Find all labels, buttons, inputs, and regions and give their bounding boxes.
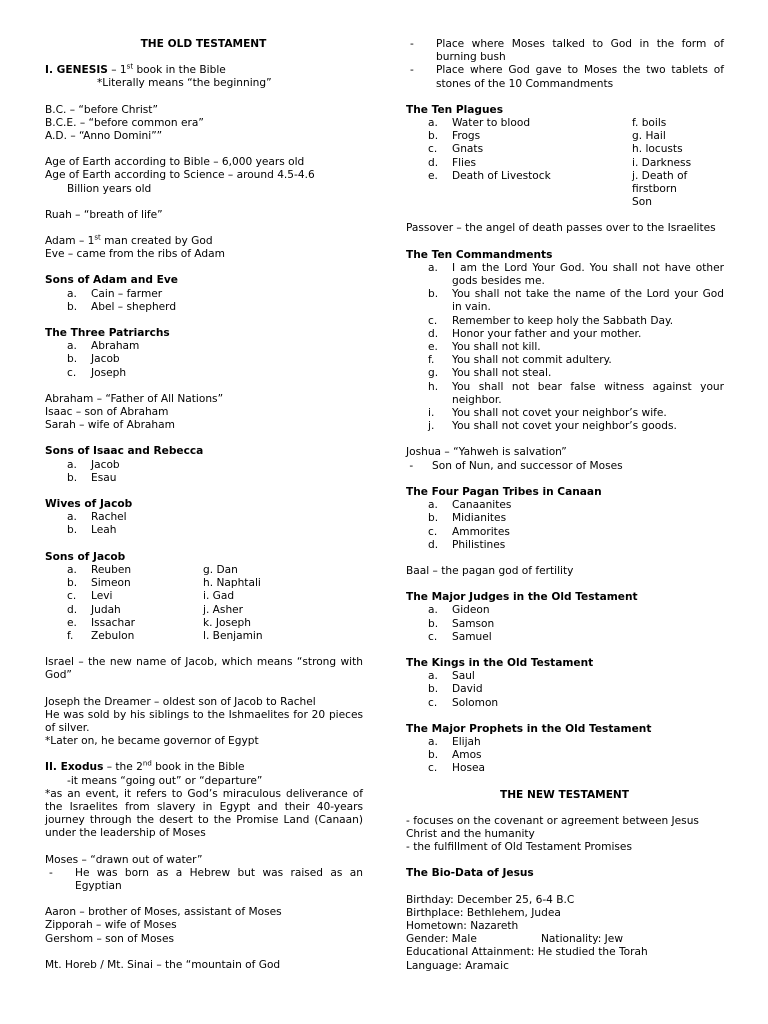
nt-fulfill-line: - the fulfillment of Old Testament Promises — [406, 841, 632, 854]
list-item — [406, 117, 724, 130]
exodus-means: -it means “going out” or “departure” — [67, 774, 263, 787]
list-item — [406, 526, 724, 539]
list-marker: f. — [67, 629, 74, 642]
list-item-right: g. Dan — [203, 563, 238, 576]
list-item-text: You shall not steal. — [452, 367, 552, 380]
exodus-line — [45, 761, 363, 774]
exodus-event: *as an event, it refers to God’s miraculous deliverance of the Israelites from slavery in Egypt and their 40-years journey through the desert to the Promise Land (Canaan) under the leadership of Moses — [45, 787, 363, 840]
bio-education: Educational Attainment: He studied the Torah — [406, 946, 648, 959]
list-item — [406, 262, 724, 288]
list-item — [406, 288, 724, 314]
list-marker: g. — [428, 367, 439, 380]
age-bible: Age of Earth according to Bible – 6,000 years old — [45, 156, 305, 169]
list-marker: b. — [67, 577, 78, 590]
list-item-right: k. Joseph — [203, 616, 251, 629]
list-marker: c. — [67, 590, 77, 603]
list-marker: c. — [428, 762, 438, 775]
list-item-text: David — [452, 683, 483, 696]
list-item — [406, 143, 724, 156]
commandments-list — [406, 262, 724, 434]
list-item — [406, 420, 724, 433]
joseph-governor-line: *Later on, he became governor of Egypt — [45, 735, 259, 748]
list-item — [406, 512, 724, 525]
list-item — [406, 670, 724, 683]
list-item-text: Honor your father and your mother. — [452, 327, 642, 340]
list-item-left: Simeon — [91, 577, 131, 590]
list-item-text: Solomon — [452, 696, 499, 709]
exodus-desc: – the 2nd book in the Bible — [103, 759, 245, 774]
adam-line: Adam – 1st man created by God — [45, 233, 213, 248]
joshua-dash-text: Son of Nun, and successor of Moses — [432, 459, 623, 472]
list-marker: c. — [428, 525, 438, 538]
list-item — [406, 341, 724, 354]
list-marker: b. — [67, 471, 78, 484]
list-item — [406, 170, 724, 196]
section-heading: The Major Prophets in the Old Testament — [406, 722, 652, 735]
section-heading: The Major Judges in the Old Testament — [406, 591, 638, 604]
list-item-text: Cain – farmer — [91, 287, 163, 300]
list-marker: b. — [428, 288, 439, 301]
new-testament-title: THE NEW TESTAMENT — [499, 788, 630, 801]
list-marker: e. — [67, 616, 77, 629]
list-marker: b. — [428, 130, 439, 143]
list-item-text: You shall not take the name of the Lord your God in vain. — [452, 288, 724, 314]
list-marker: c. — [67, 366, 77, 379]
moses-line: Moses – “drawn out of water” — [45, 853, 203, 866]
bio-hometown: Hometown: Nazareth — [406, 919, 519, 932]
list-marker: f. — [428, 354, 435, 367]
section-heading: Sons of Adam and Eve — [45, 274, 178, 287]
list-item — [406, 749, 724, 762]
list-item-right: f. boils — [632, 117, 667, 130]
genesis-desc: – 1st book in the Bible — [107, 62, 226, 77]
patriarchs-list — [45, 340, 363, 380]
list-item-text: Canaanites — [452, 499, 512, 512]
list-item — [406, 736, 724, 749]
prophets-list — [406, 736, 724, 776]
list-item-left: Levi — [91, 590, 113, 603]
gershom-line: Gershom – son of Moses — [45, 932, 174, 945]
list-item — [45, 564, 363, 577]
list-marker: a. — [428, 670, 438, 683]
bio-gender-row — [406, 933, 724, 946]
exodus-heading: II. Exodus — [45, 761, 104, 774]
eve-line: Eve – came from the ribs of Adam — [45, 248, 225, 261]
bio-language: Language: Aramaic — [406, 959, 509, 972]
dash-item: - He was born as a Hebrew but was raised as an Egyptian — [49, 866, 363, 892]
section-heading: The Four Pagan Tribes in Canaan — [406, 485, 602, 498]
list-marker: a. — [428, 499, 438, 512]
aaron-line: Aaron – brother of Moses, assistant of Moses — [45, 906, 282, 919]
list-item-text: Ammorites — [452, 525, 510, 538]
list-item-text: Jacob — [91, 458, 120, 471]
sons-isaac-list — [45, 459, 363, 485]
joseph-sold-line: He was sold by his siblings to the Ishmaelites for 20 pieces of silver. — [45, 708, 363, 734]
list-item — [406, 328, 724, 341]
zipporah-line: Zipporah – wife of Moses — [45, 919, 177, 932]
list-item — [406, 539, 724, 552]
list-item-text: Samuel — [452, 630, 492, 643]
list-item-right: i. Darkness — [632, 156, 692, 169]
list-marker: d. — [428, 327, 439, 340]
list-marker: e. — [428, 341, 438, 354]
israel-line: Israel – the new name of Jacob, which means “strong with God” — [45, 656, 363, 682]
list-item — [406, 604, 724, 617]
list-item-text: I am the Lord Your God. You shall not have other gods besides me. — [452, 261, 724, 288]
list-item-text: You shall not commit adultery. — [452, 354, 612, 367]
list-item-right: l. Benjamin — [203, 629, 263, 642]
list-marker: e. — [428, 169, 438, 182]
list-marker: c. — [428, 143, 438, 156]
list-item-text: You shall not covet your neighbor’s goods. — [452, 420, 677, 433]
abraham-line: Abraham – “Father of All Nations” — [45, 392, 224, 405]
list-item — [45, 617, 363, 630]
tribes-list — [406, 499, 724, 552]
list-marker: c. — [428, 696, 438, 709]
page-title: THE OLD TESTAMENT — [140, 38, 267, 50]
list-item — [406, 631, 724, 644]
list-marker: b. — [428, 512, 439, 525]
list-item-text: Abel – shepherd — [91, 300, 177, 313]
list-item-left: Frogs — [452, 130, 481, 143]
list-item-right: h. locusts — [632, 143, 683, 156]
list-item — [45, 288, 363, 301]
list-item-right: h. Naphtali — [203, 577, 261, 590]
list-item — [406, 157, 724, 170]
list-item-left: Reuben — [91, 563, 132, 576]
list-item-text: Elijah — [452, 735, 481, 748]
list-item — [45, 630, 363, 643]
sarah-line: Sarah – wife of Abraham — [45, 419, 175, 432]
bce-line: B.C.E. – “before common era” — [45, 116, 204, 129]
list-marker: h. — [428, 380, 439, 393]
ruah-line: Ruah – “breath of life” — [45, 208, 163, 221]
list-item — [406, 130, 724, 143]
genesis-heading: I. GENESIS — [45, 64, 108, 77]
list-item — [45, 353, 363, 366]
list-marker: d. — [428, 538, 439, 551]
list-item-text: Jacob — [91, 353, 120, 366]
list-marker: a. — [67, 511, 77, 524]
bio-birthday: Birthday: December 25, 6-4 B.C — [406, 893, 575, 906]
list-marker: a. — [428, 604, 438, 617]
list-item-text: Abraham — [91, 340, 140, 353]
list-item-text: Samson — [452, 617, 495, 630]
list-item — [406, 499, 724, 512]
list-item-text: Gideon — [452, 604, 490, 617]
horeb-dash-1: Place where Moses talked to God in the form of burning bush — [436, 38, 724, 64]
list-item — [45, 511, 363, 524]
section-heading: The Bio-Data of Jesus — [406, 867, 534, 880]
ad-line: A.D. – “Anno Domini”” — [45, 130, 163, 143]
list-item — [45, 367, 363, 380]
list-marker: c. — [428, 314, 438, 327]
plagues-list — [406, 117, 724, 196]
list-item-left: Zebulon — [91, 629, 135, 642]
list-item-text: You shall not covet your neighbor’s wife. — [452, 407, 667, 420]
section-heading: The Ten Plagues — [406, 103, 504, 116]
section-heading: Sons of Jacob — [45, 550, 126, 563]
bio-gender: Gender: Male — [406, 933, 477, 946]
list-item-left: Flies — [452, 156, 477, 169]
moses-dash-text: He was born as a Hebrew but was raised as an Egyptian — [75, 866, 363, 892]
list-item-text: Rachel — [91, 511, 127, 524]
list-item-right: j. Death of firstborn — [632, 169, 688, 196]
passover-line: Passover – the angel of death passes over to the Israelites — [406, 222, 716, 235]
list-item-text: You shall not bear false witness against your neighbor. — [452, 380, 724, 406]
list-item — [45, 604, 363, 617]
list-item — [45, 590, 363, 603]
list-item-text: Saul — [452, 670, 475, 683]
section-heading: Wives of Jacob — [45, 498, 133, 511]
list-item-text: Hosea — [452, 762, 485, 775]
section-heading: The Ten Commandments — [406, 248, 553, 261]
left-column — [45, 38, 363, 972]
horeb-line: Mt. Horeb / Mt. Sinai – the “mountain of God — [45, 958, 281, 971]
judges-list — [406, 604, 724, 644]
bio-nationality: Nationality: Jew — [541, 933, 623, 946]
age-science-cont: Billion years old — [67, 182, 152, 195]
list-marker: a. — [67, 563, 77, 576]
age-science: Age of Earth according to Science – around 4.5-4.6 — [45, 169, 315, 182]
list-item — [45, 459, 363, 472]
list-marker: i. — [428, 407, 435, 420]
section-heading: The Three Patriarchs — [45, 327, 170, 340]
list-marker: d. — [67, 603, 78, 616]
genesis-line — [45, 64, 363, 77]
right-column — [406, 38, 724, 973]
list-item — [45, 340, 363, 353]
dash-item: - Place where Moses talked to God in the form of burning bush — [410, 38, 724, 64]
list-item-right: g. Hail — [632, 130, 666, 143]
baal-line: Baal – the pagan god of fertility — [406, 564, 574, 577]
list-item — [406, 697, 724, 710]
list-marker: a. — [67, 340, 77, 353]
list-item-text: Leah — [91, 524, 117, 537]
list-item — [406, 762, 724, 775]
list-item-text: Joseph — [91, 366, 127, 379]
nt-focus-line: - focuses on the covenant or agreement between Jesus Christ and the humanity — [406, 814, 699, 840]
joseph-line: Joseph the Dreamer – oldest son of Jacob to Rachel — [45, 695, 316, 708]
list-marker: d. — [428, 156, 439, 169]
list-marker: b. — [67, 524, 78, 537]
list-item — [406, 315, 724, 328]
isaac-line: Isaac – son of Abraham — [45, 406, 169, 419]
list-marker: c. — [428, 630, 438, 643]
sons-adam-list — [45, 288, 363, 314]
dash-item: - Son of Nun, and successor of Moses — [406, 460, 724, 473]
list-marker: b. — [428, 749, 439, 762]
horeb-dash-2: Place where God gave to Moses the two tablets of stones of the 10 Commandments — [436, 64, 724, 90]
list-item-text: You shall not kill. — [452, 341, 541, 354]
list-marker: a. — [67, 458, 77, 471]
list-marker: a. — [428, 117, 438, 130]
list-marker: b. — [428, 617, 439, 630]
dash-item: - Place where God gave to Moses the two tablets of stones of the 10 Commandments — [410, 64, 724, 90]
list-item-text: Esau — [91, 471, 117, 484]
list-item-left: Issachar — [91, 616, 136, 629]
list-item-left: Judah — [91, 603, 121, 616]
list-item-right: i. Gad — [203, 590, 235, 603]
list-item — [45, 472, 363, 485]
bc-line: B.C. – “before Christ” — [45, 103, 158, 116]
list-item — [45, 577, 363, 590]
bio-birthplace: Birthplace: Bethlehem, Judea — [406, 906, 561, 919]
list-item-left: Water to blood — [452, 117, 531, 130]
list-item — [406, 407, 724, 420]
list-marker: a. — [67, 287, 77, 300]
sons-jacob-list — [45, 564, 363, 643]
list-item — [406, 618, 724, 631]
list-item — [45, 301, 363, 314]
list-item-left: Gnats — [452, 143, 484, 156]
section-heading: The Kings in the Old Testament — [406, 656, 594, 669]
list-item — [45, 524, 363, 537]
list-item — [406, 381, 724, 407]
kings-list — [406, 670, 724, 710]
genesis-literal: *Literally means “the beginning” — [97, 77, 272, 90]
section-heading: Sons of Isaac and Rebecca — [45, 445, 204, 458]
list-item-right: j. Asher — [203, 603, 244, 616]
list-item-text: Midianites — [452, 512, 507, 525]
list-item-left: Death of Livestock — [452, 169, 551, 182]
list-item-text: Amos — [452, 749, 482, 762]
list-marker: b. — [67, 353, 78, 366]
list-marker: j. — [428, 420, 435, 433]
plagues-son: Son — [632, 196, 652, 209]
list-marker: b. — [428, 683, 439, 696]
list-item-text: Remember to keep holy the Sabbath Day. — [452, 314, 674, 327]
list-item — [406, 367, 724, 380]
list-marker: a. — [428, 261, 438, 274]
list-marker: a. — [428, 735, 438, 748]
joshua-line: Joshua – “Yahweh is salvation” — [406, 446, 567, 459]
list-item-text: Philistines — [452, 538, 506, 551]
wives-list — [45, 511, 363, 537]
list-item — [406, 683, 724, 696]
list-marker: b. — [67, 300, 78, 313]
list-item — [406, 354, 724, 367]
